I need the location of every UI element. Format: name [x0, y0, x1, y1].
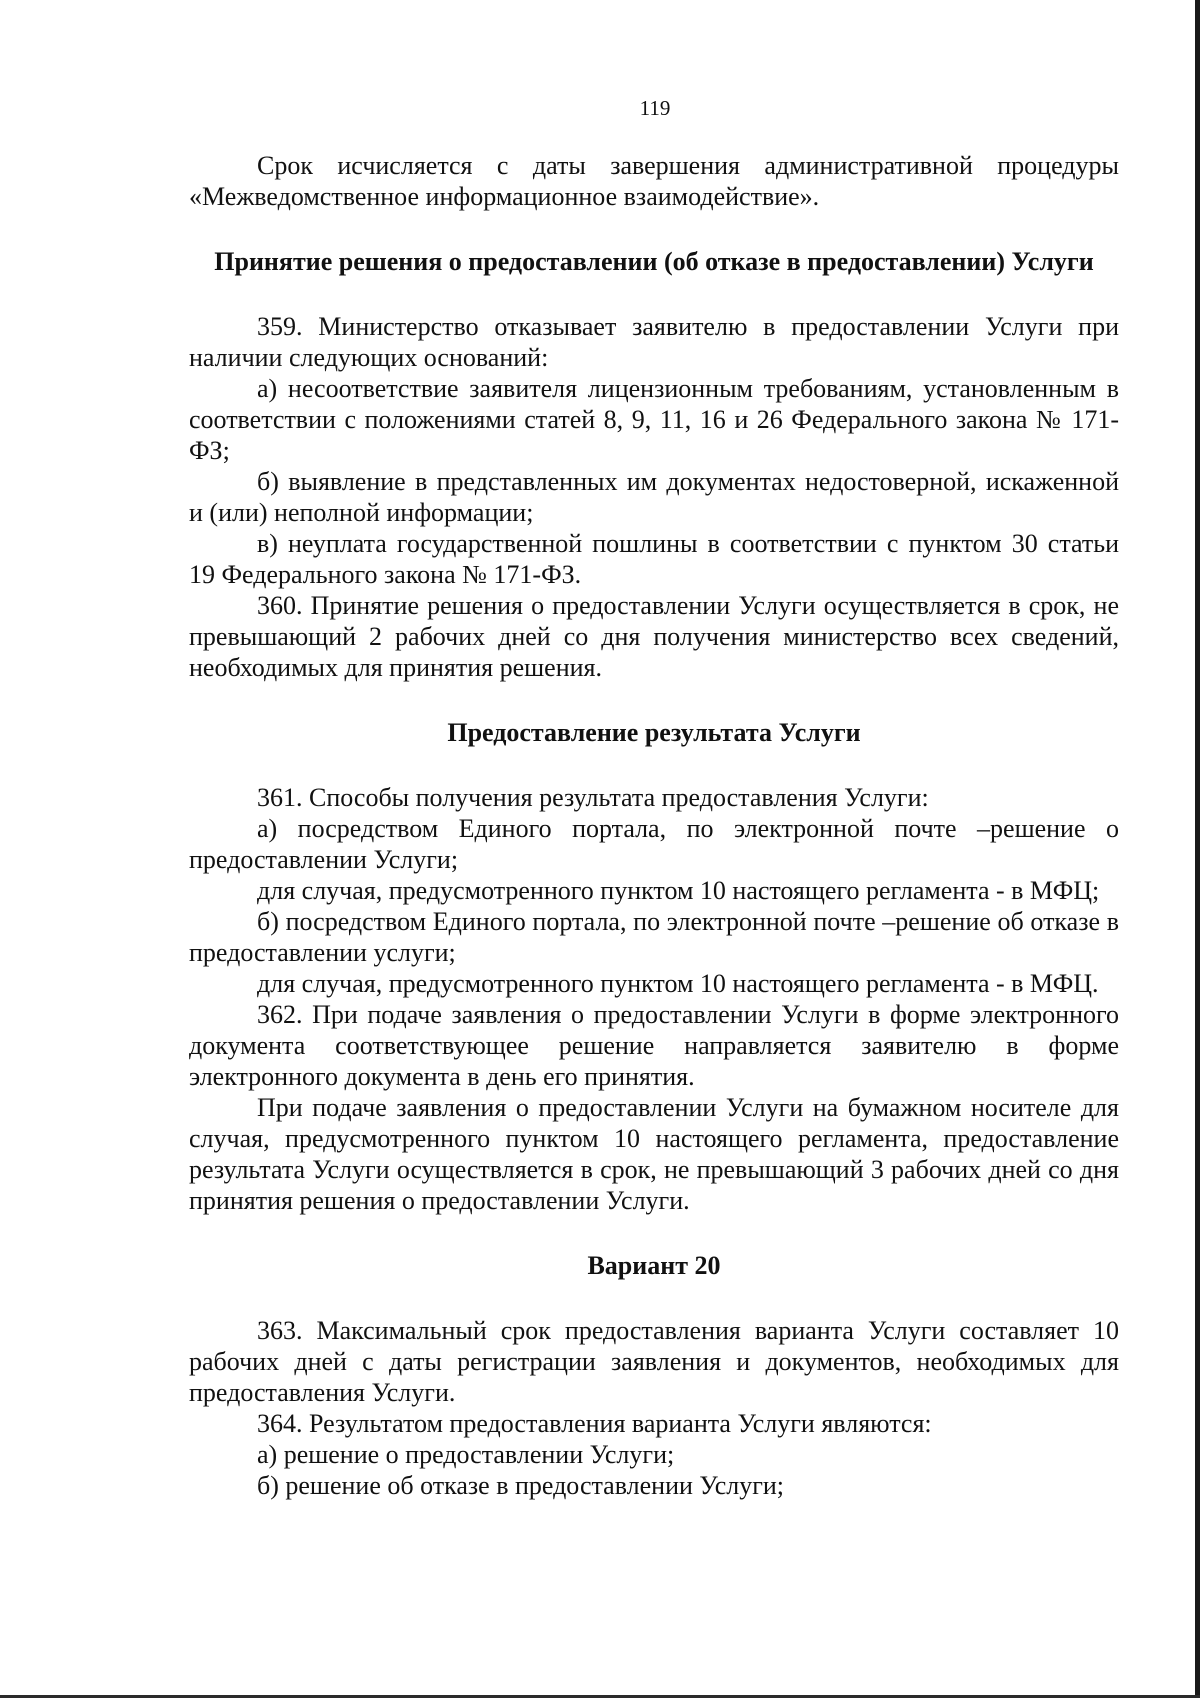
paragraph-term-calculation: Срок исчисляется с даты завершения административной процедуры «Межведомственное информационное взаимодействие».: [189, 151, 1119, 211]
paragraph-359-v: в) неуплата государственной пошлины в соответствии с пунктом 30 статьи 19 Федерального закона № 171-ФЗ.: [189, 529, 1119, 589]
paragraph-362: 362. При подаче заявления о предоставлении Услуги в форме электронного документа соответствующее решение направляется заявителю в форме электронного документа в день его принятия.: [189, 1000, 1119, 1091]
scan-edge-right: [1195, 0, 1200, 1698]
paragraph-363: 363. Максимальный срок предоставления варианта Услуги составляет 10 рабочих дней с даты регистрации заявления и документов, необходимых для предоставления Услуги.: [189, 1316, 1119, 1407]
paragraph-364-b: б) решение об отказе в предоставлении Услуги;: [257, 1471, 785, 1500]
document-body: [189, 150, 1119, 1501]
paragraph-359-b: б) выявление в представленных им документах недостоверной, искаженной и (или) неполной информации;: [189, 467, 1119, 527]
paragraph-360: 360. Принятие решения о предоставлении Услуги осуществляется в срок, не превышающий 2 рабочих дней со дня получения министерство всех сведений, необходимых для принятия решения.: [189, 591, 1119, 682]
paragraph-361: 361. Способы получения результата предоставления Услуги:: [257, 783, 929, 812]
paragraph-364-a: а) решение о предоставлении Услуги;: [257, 1440, 675, 1469]
paragraph-361-a-mfc: для случая, предусмотренного пунктом 10 настоящего регламента - в МФЦ;: [257, 876, 1100, 905]
heading-result: Предоставление результата Услуги: [447, 718, 861, 747]
heading-decision: Принятие решения о предоставлении (об отказе в предоставлении) Услуги: [214, 247, 1094, 276]
paragraph-361-b: б) посредством Единого портала, по электронной почте –решение об отказе в предоставлении услуги;: [189, 907, 1119, 967]
heading-variant-20: Вариант 20: [587, 1251, 721, 1280]
paragraph-359: 359. Министерство отказывает заявителю в предоставлении Услуги при наличии следующих оснований:: [189, 312, 1119, 372]
paragraph-362-paper: При подаче заявления о предоставлении Услуги на бумажном носителе для случая, предусмотренного пунктом 10 настоящего регламента, предоставление результата Услуги осуществляется в срок, не превышающий 3 рабочих дней со дня принятия решения о предоставлении Услуги.: [189, 1093, 1119, 1215]
paragraph-361-b-mfc: для случая, предусмотренного пунктом 10 настоящего регламента - в МФЦ.: [257, 969, 1099, 998]
paragraph-364: 364. Результатом предоставления варианта Услуги являются:: [257, 1409, 932, 1438]
paragraph-361-a: а) посредством Единого портала, по электронной почте –решение о предоставлении Услуги;: [189, 814, 1119, 874]
page-number: 119: [639, 96, 671, 120]
paragraph-359-a: а) несоответствие заявителя лицензионным требованиям, установленным в соответствии с положениями статей 8, 9, 11, 16 и 26 Федерального закона № 171-ФЗ;: [189, 374, 1119, 465]
